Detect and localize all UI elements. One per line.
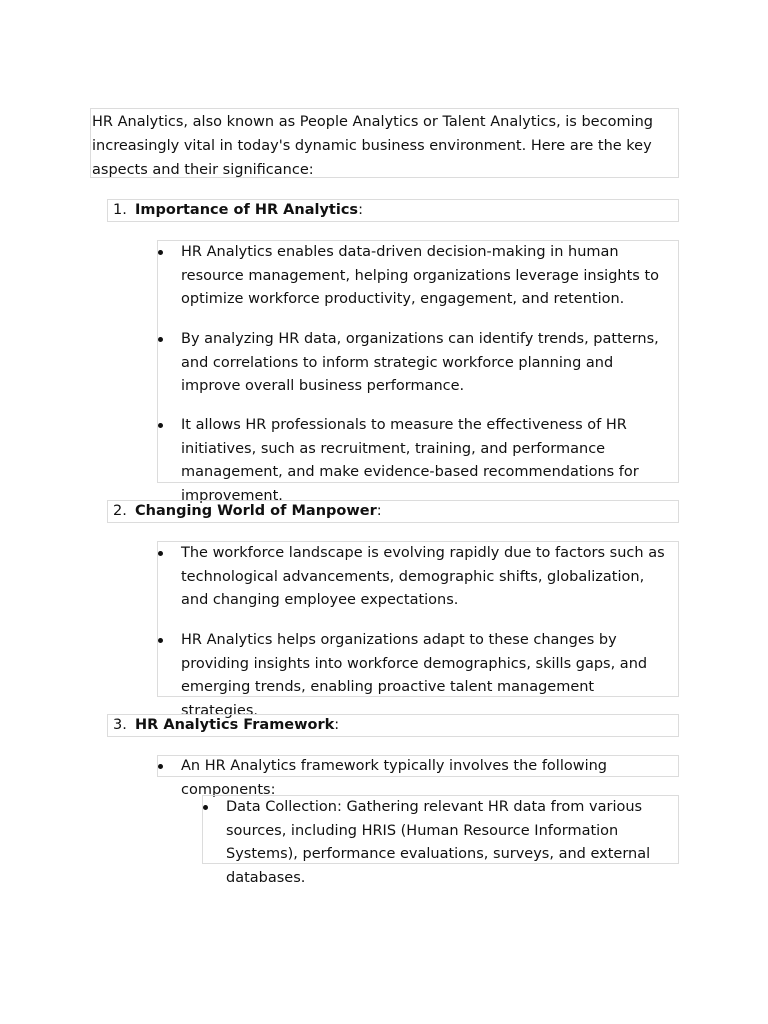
section-title: Importance of HR Analytics:	[135, 202, 363, 218]
bullet-dot-icon	[158, 423, 163, 428]
bullet-dot-icon	[158, 638, 163, 643]
sub-bullet-list-framework: Data Collection: Gathering relevant HR data from various sources, including HRIS (Human Resource Information Systems), performance evaluations, surveys, and external databases.	[202, 795, 679, 864]
section-title: Changing World of Manpower:	[135, 503, 382, 519]
section-heading-importance	[107, 199, 679, 222]
bullet-list-manpower: The workforce landscape is evolving rapidly due to factors such as technological advancements, demographic shifts, globalization, and changing employee expectations. HR Analytics helps organizations adapt to these changes by providing insights into workforce demographics, skills gaps, and emerging trends, enabling proactive talent management strategies.	[157, 541, 679, 697]
bullet-dot-icon	[203, 805, 208, 810]
bullet-dot-icon	[158, 764, 163, 769]
bullet-dot-icon	[158, 551, 163, 556]
section-number: 2.	[113, 503, 127, 519]
bullet-dot-icon	[158, 337, 163, 342]
bullet-list-importance: HR Analytics enables data-driven decision-making in human resource management, helping organizations leverage insights to optimize workforce productivity, engagement, and retention. By analyzing HR data, organizations can identify trends, patterns, and correlations to inform strategic workforce planning and improve overall business performance. It allows HR professionals to measure the effectiveness of HR initiatives, such as recruitment, training, and performance management, and make evidence-based recommendations for improvement.	[157, 240, 679, 483]
section-number: 1.	[113, 202, 127, 218]
bullet-dot-icon	[158, 250, 163, 255]
bullet-list-framework: An HR Analytics framework typically involves the following components:	[157, 755, 679, 777]
section-number: 3.	[113, 717, 127, 733]
section-heading-framework	[107, 714, 679, 737]
intro-paragraph: HR Analytics, also known as People Analytics or Talent Analytics, is becoming increasingly vital in today's dynamic business environment. Here are the key aspects and their significance:	[90, 108, 679, 178]
section-heading-manpower	[107, 500, 679, 523]
section-title: HR Analytics Framework:	[135, 717, 340, 733]
